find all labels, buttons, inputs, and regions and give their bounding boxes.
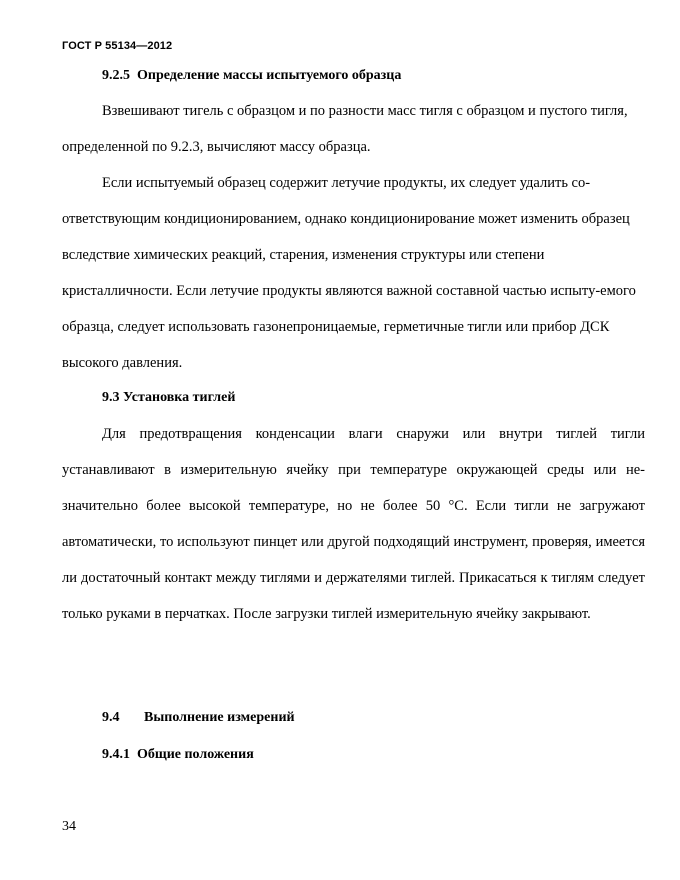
section-9-3-body [62, 416, 645, 632]
section-title: Установка тиглей [123, 390, 236, 405]
section-9-4-heading [62, 708, 645, 728]
paragraph: Для предотвращения конденсации влаги снаружи или внутри тиглей тигли устанавливают в измерительную ячейку при температуре окружающей среды или не-значительно более высокой температуре, но не более 50 °С. Если тигли не загружают автоматически, то используют пинцет или другой подходящий инструмент, проверяя, имеется ли достаточный контакт между тиглями и держателями тиглей. Прикасаться к тиглям следует только руками в перчатках. После загрузки тиглей измерительную ячейку закрывают. [62, 426, 645, 622]
section-title: Общие положения [137, 747, 254, 762]
section-9-2-5-body [62, 93, 645, 381]
paragraph: Если испытуемый образец содержит летучие продукты, их следует удалить со-ответствующим кондиционированием, однако кондиционирование может изменить образец вследствие химических реакций, старения, изменения структуры или степени кристалличности. Если летучие продукты являются важной составной частью испыту-емого образца, следует использовать газонепроницаемые, герметичные тигли или прибор ДСК высокого давления. [62, 175, 636, 371]
section-9-3-heading [62, 388, 645, 408]
page-number: 34 [62, 819, 76, 834]
section-9-4-1-heading [62, 745, 645, 765]
section-title: Определение массы испытуемого образца [137, 68, 402, 83]
section-number: 9.3 [102, 390, 120, 405]
section-number: 9.4 [102, 710, 120, 725]
section-title: Выполнение измерений [144, 710, 295, 725]
section-number: 9.4.1 [102, 747, 130, 762]
section-9-2-5-heading [62, 66, 645, 86]
section-number: 9.2.5 [102, 68, 130, 83]
document-standard-header: ГОСТ Р 55134—2012 [62, 40, 173, 52]
paragraph: Взвешивают тигель с образцом и по разности масс тигля с образцом и пустого тигля, определенной по 9.2.3, вычисляют массу образца. [62, 103, 628, 155]
